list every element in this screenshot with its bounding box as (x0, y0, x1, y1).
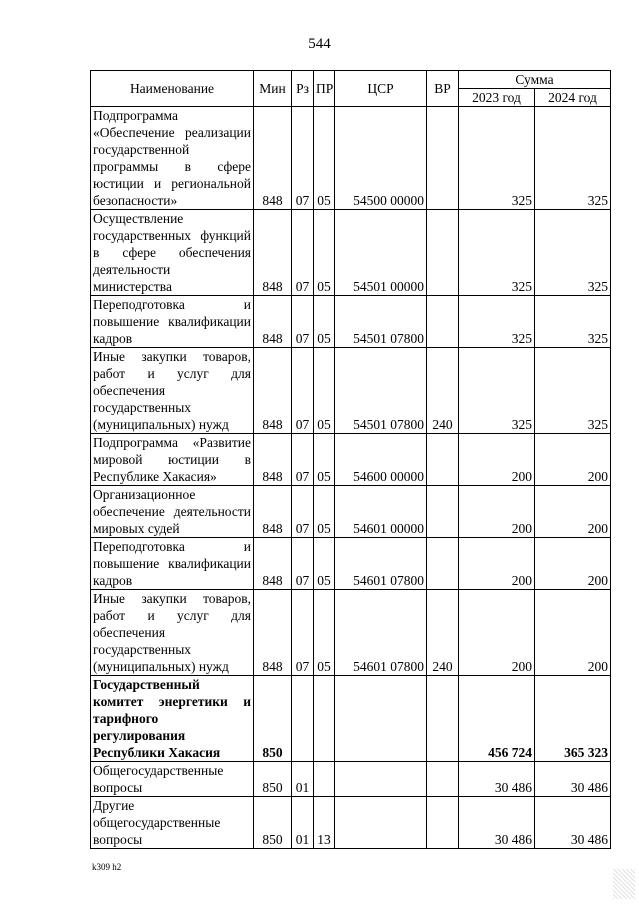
cell-y2023: 200 (459, 590, 535, 676)
cell-y2023: 456 724 (459, 676, 535, 762)
cell-y2024: 200 (535, 486, 611, 538)
cell-csr: 54601 00000 (335, 486, 427, 538)
header-name: Наименование (91, 71, 254, 107)
cell-csr (335, 762, 427, 797)
cell-rz: 07 (292, 486, 314, 538)
page-number: 544 (308, 36, 331, 52)
header-rz: Рз (292, 71, 314, 107)
cell-csr: 54601 07800 (335, 590, 427, 676)
cell-rz: 07 (292, 434, 314, 486)
cell-name: Организационное обеспечение деятельности мировых судей (91, 486, 254, 538)
cell-name: Осуществление государственных функций в сфере обеспечения деятельности министерства (91, 210, 254, 296)
cell-pr (314, 676, 335, 762)
cell-y2024: 365 323 (535, 676, 611, 762)
cell-y2024: 200 (535, 590, 611, 676)
cell-pr: 05 (314, 348, 335, 434)
cell-pr: 05 (314, 538, 335, 590)
cell-rz: 01 (292, 797, 314, 849)
cell-name: Другие общегосударственные вопросы (91, 797, 254, 849)
header-2024: 2024 год (535, 89, 611, 107)
cell-name: Переподготовка и повышение квалификации кадров (91, 296, 254, 348)
cell-rz: 07 (292, 107, 314, 210)
cell-min: 848 (254, 210, 292, 296)
table-row (91, 434, 611, 486)
header-pr: ПР (314, 71, 335, 107)
cell-y2024: 200 (535, 434, 611, 486)
budget-table (90, 70, 611, 849)
cell-pr: 13 (314, 797, 335, 849)
cell-vr (427, 486, 459, 538)
cell-rz: 01 (292, 762, 314, 797)
cell-name: Подпрограмма «Обеспечение реализации государственной программы в сфере юстиции и региональной безопасности» (91, 107, 254, 210)
cell-y2024: 325 (535, 348, 611, 434)
cell-y2024: 325 (535, 296, 611, 348)
cell-csr: 54501 00000 (335, 210, 427, 296)
cell-vr (427, 797, 459, 849)
cell-vr (427, 538, 459, 590)
table-row (91, 486, 611, 538)
cell-name: Подпрограмма «Развитие мировой юстиции в Республике Хакасия» (91, 434, 254, 486)
cell-pr: 05 (314, 210, 335, 296)
cell-csr: 54600 00000 (335, 434, 427, 486)
cell-min: 848 (254, 348, 292, 434)
cell-csr (335, 797, 427, 849)
cell-vr: 240 (427, 590, 459, 676)
cell-rz: 07 (292, 296, 314, 348)
cell-y2023: 200 (459, 434, 535, 486)
cell-name: Общегосударственные вопросы (91, 762, 254, 797)
cell-rz (292, 676, 314, 762)
cell-csr: 54500 00000 (335, 107, 427, 210)
cell-name: Иные закупки товаров, работ и услуг для обеспечения государственных (муниципальных) нужд (91, 348, 254, 434)
cell-csr: 54601 07800 (335, 538, 427, 590)
cell-vr (427, 107, 459, 210)
table-row (91, 107, 611, 210)
cell-rz: 07 (292, 590, 314, 676)
table-row (91, 538, 611, 590)
table-row (91, 797, 611, 849)
cell-pr: 05 (314, 296, 335, 348)
cell-min: 848 (254, 107, 292, 210)
cell-y2024: 200 (535, 538, 611, 590)
cell-min: 848 (254, 538, 292, 590)
header-min: Мин (254, 71, 292, 107)
cell-pr (314, 762, 335, 797)
table-row (91, 210, 611, 296)
table-body (91, 107, 611, 849)
cell-min: 848 (254, 296, 292, 348)
cell-pr: 05 (314, 434, 335, 486)
table-row (91, 676, 611, 762)
cell-csr: 54501 07800 (335, 296, 427, 348)
cell-y2023: 30 486 (459, 797, 535, 849)
cell-y2023: 325 (459, 210, 535, 296)
cell-y2023: 30 486 (459, 762, 535, 797)
table-row (91, 590, 611, 676)
header-sum: Сумма (459, 71, 611, 89)
cell-y2024: 30 486 (535, 797, 611, 849)
cell-pr: 05 (314, 486, 335, 538)
table-row (91, 762, 611, 797)
cell-rz: 07 (292, 538, 314, 590)
cell-y2024: 325 (535, 210, 611, 296)
cell-min: 850 (254, 676, 292, 762)
cell-min: 850 (254, 797, 292, 849)
cell-vr (427, 762, 459, 797)
cell-pr: 05 (314, 107, 335, 210)
cell-vr (427, 434, 459, 486)
header-2023: 2023 год (459, 89, 535, 107)
cell-y2024: 325 (535, 107, 611, 210)
cell-y2023: 200 (459, 538, 535, 590)
cell-y2023: 200 (459, 486, 535, 538)
cell-min: 850 (254, 762, 292, 797)
header-vr: ВР (427, 71, 459, 107)
cell-vr: 240 (427, 348, 459, 434)
cell-name: Государственный комитет энергетики и тарифного регулирования Республики Хакасия (91, 676, 254, 762)
table-row (91, 348, 611, 434)
cell-min: 848 (254, 590, 292, 676)
cell-rz: 07 (292, 348, 314, 434)
footer-code: k309 h2 (92, 862, 122, 872)
cell-name: Переподготовка и повышение квалификации кадров (91, 538, 254, 590)
cell-rz: 07 (292, 210, 314, 296)
cell-vr (427, 296, 459, 348)
cell-vr (427, 676, 459, 762)
cell-y2023: 325 (459, 107, 535, 210)
cell-y2023: 325 (459, 348, 535, 434)
cell-csr: 54501 07800 (335, 348, 427, 434)
table-row (91, 296, 611, 348)
cell-name: Иные закупки товаров, работ и услуг для обеспечения государственных (муниципальных) нужд (91, 590, 254, 676)
cell-vr (427, 210, 459, 296)
cell-y2024: 30 486 (535, 762, 611, 797)
cell-min: 848 (254, 486, 292, 538)
scan-artifact (613, 869, 635, 899)
cell-y2023: 325 (459, 296, 535, 348)
cell-min: 848 (254, 434, 292, 486)
header-csr: ЦСР (335, 71, 427, 107)
cell-pr: 05 (314, 590, 335, 676)
cell-csr (335, 676, 427, 762)
